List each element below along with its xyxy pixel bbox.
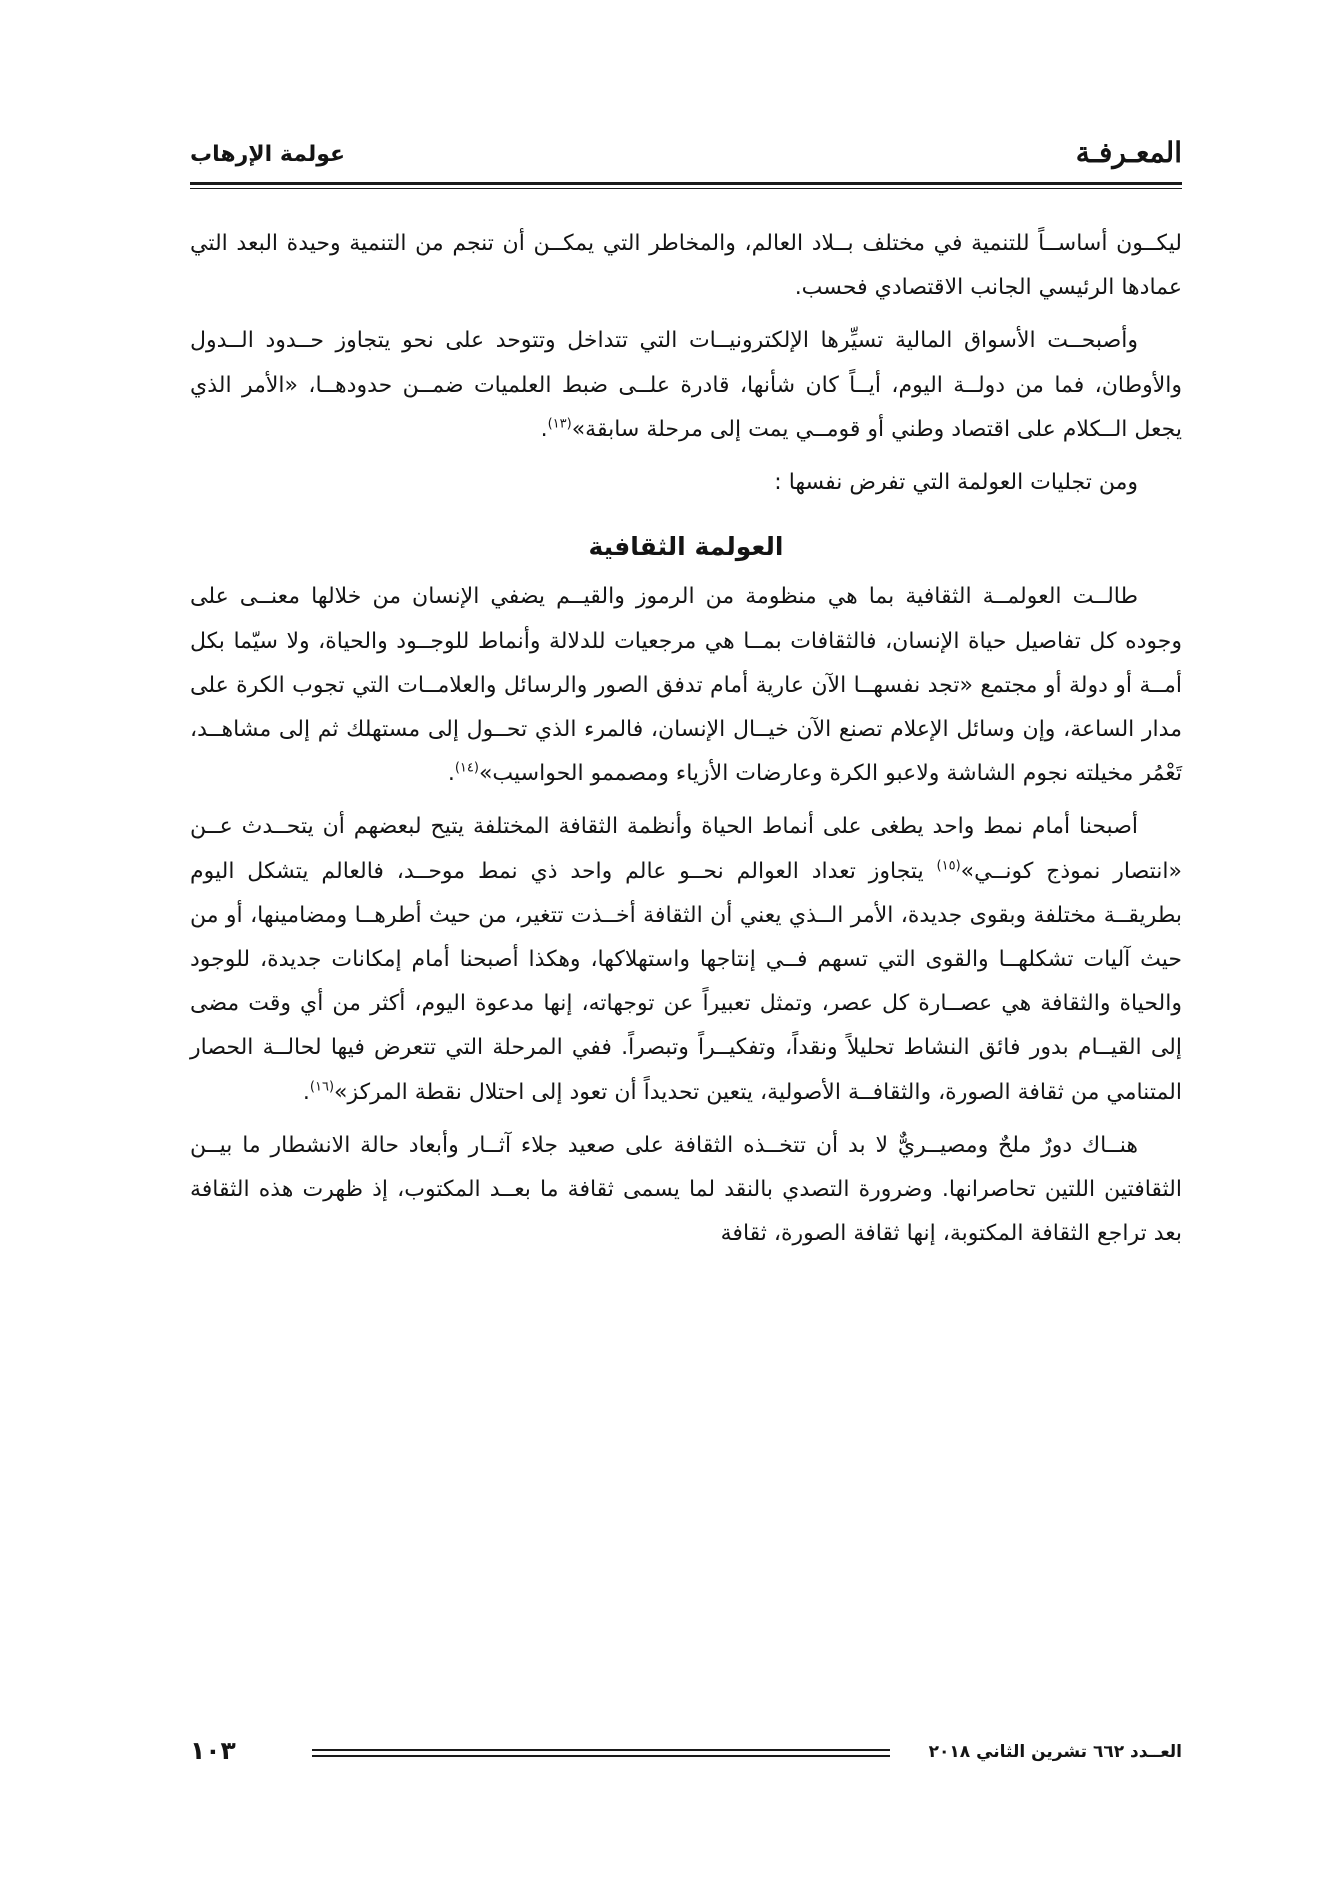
paragraph-6: هنــاك دورٌ ملحٌ ومصيــريٌّ لا بد أن تتخــذه الثقافة على صعيد جلاء آثــار وأبعاد حالة الانشطار ما بيــن الثقافتين اللتين تحاصرانها. وضرورة التصدي بالنقد لما يسمى ثقافة ما بعــد المكتوب، إذ ظهرت هذه الثقافة بعد تراجع الثقافة المكتوبة، إنها ثقافة الصورة، ثقافة xyxy=(190,1132,1182,1247)
footer-rule-bottom xyxy=(312,1755,890,1757)
issue-info: العــدد ٦٦٢ تشرين الثاني ٢٠١٨ xyxy=(928,1742,1182,1762)
paragraph-5 xyxy=(190,805,1182,1114)
paragraph-2-text: وأصبحــت الأسواق المالية تسيِّرها الإلكترونيــات التي تتداخل وتتوحد على نحو يتجاوز حــدود الــدول والأوطان، فما من دولــة اليوم، أيــاً كان شأنها، قادرة علــى ضبط العلميات ضمــن حدودهــا، «الأمر الذي يجعل الــكلام على اقتصاد وطني أو قومــي يمت إلى مرحلة سابقة» xyxy=(190,328,1182,442)
page-footer xyxy=(190,1736,1182,1780)
header-rule-thick xyxy=(190,182,1182,185)
page-number: ١٠٣ xyxy=(190,1736,236,1765)
paragraph-5-end: . xyxy=(302,1079,310,1105)
header-rule-thin xyxy=(190,188,1182,189)
footer-rule-top xyxy=(312,1749,890,1751)
running-title: عولمة الإرهاب xyxy=(190,142,346,167)
journal-name: المعـرفـة xyxy=(1075,136,1182,169)
footnote-ref-15: (١٥) xyxy=(936,858,961,874)
paragraph-2-end: . xyxy=(540,416,548,442)
paragraph-5-text-a: أصبحنا أمام نمط واحد يطغى على أنماط الحياة وأنظمة الثقافة المختلفة يتيح لبعضهم أن يتحــدث عــن «انتصار نموذج كونــي» xyxy=(190,814,1182,884)
footnote-ref-14: (١٤) xyxy=(454,760,479,776)
paragraph-4-end: . xyxy=(447,761,455,787)
footnote-ref-16: (١٦) xyxy=(309,1079,335,1095)
paragraph-2 xyxy=(190,319,1182,452)
paragraph-4 xyxy=(190,575,1182,796)
paragraph-5-text-b: يتجاوز تعداد العوالم نحــو عالم واحد ذي نمط موحــد، فالعالم يتشكل اليوم بطريقــة مختلفة وبقوى جديدة، الأمر الــذي يعني أن الثقافة أخــذت تتغير، من حيث أطرهــا ومضامينها، أو من حيث آليات تشكلهــا والقوى التي تسهم فــي إنتاجها واستهلاكها، وهكذا أصبحنا أمام إمكانات جديدة، للوجود والحياة والثقافة هي عصــارة كل عصر، وتمثل تعبيراً عن توجهاته، إنها مدعوة اليوم، أكثر من أي وقت مضى إلى القيــام بدور فائق النشاط تحليلاً ونقداً، وتفكيــراً وتبصراً. ففي المرحلة التي تتعرض فيها لحالــة الحصار المتنامي من ثقافة الصورة، والثقافــة الأصولية، يتعين تحديداً أن تعود إلى احتلال نقطة المركز» xyxy=(190,858,1182,1105)
paragraph-4-text: طالــت العولمــة الثقافية بما هي منظومة من الرموز والقيــم يضفي الإنسان من خلالها معنــى على وجوده كل تفاصيل حياة الإنسان، فالثقافات بمــا هي مرجعيات للدلالة وأنماط للوجــود والحياة، ولا سيّما بكل أمــة أو دولة أو مجتمع «تجد نفسهــا الآن عارية أمام تدفق الصور والرسائل والعلامــات التي تجوب الكرة على مدار الساعة، وإن وسائل الإعلام تصنع الآن خيــال الإنسان، فالمرء الذي تحــول إلى مستهلك ثم إلى مشاهــد، تَعْمُر مخيلته نجوم الشاشة ولاعبو الكرة وعارضات الأزياء ومصممو الحواسيب» xyxy=(190,584,1182,787)
section-heading: العولمة الثقافية xyxy=(588,532,784,562)
paragraph-1: ليكــون أساســاً للتنمية في مختلف بــلاد العالم، والمخاطر التي يمكــن أن تنجم من التنمية وحيدة البعد التي عمادها الرئيسي الجانب الاقتصادي فحسب. xyxy=(190,231,1182,301)
page-header xyxy=(190,132,1182,182)
footnote-ref-13: (١٣) xyxy=(547,416,572,432)
paragraph-3: ومن تجليات العولمة التي تفرض نفسها : xyxy=(774,470,1138,496)
article-body xyxy=(190,222,1182,1265)
